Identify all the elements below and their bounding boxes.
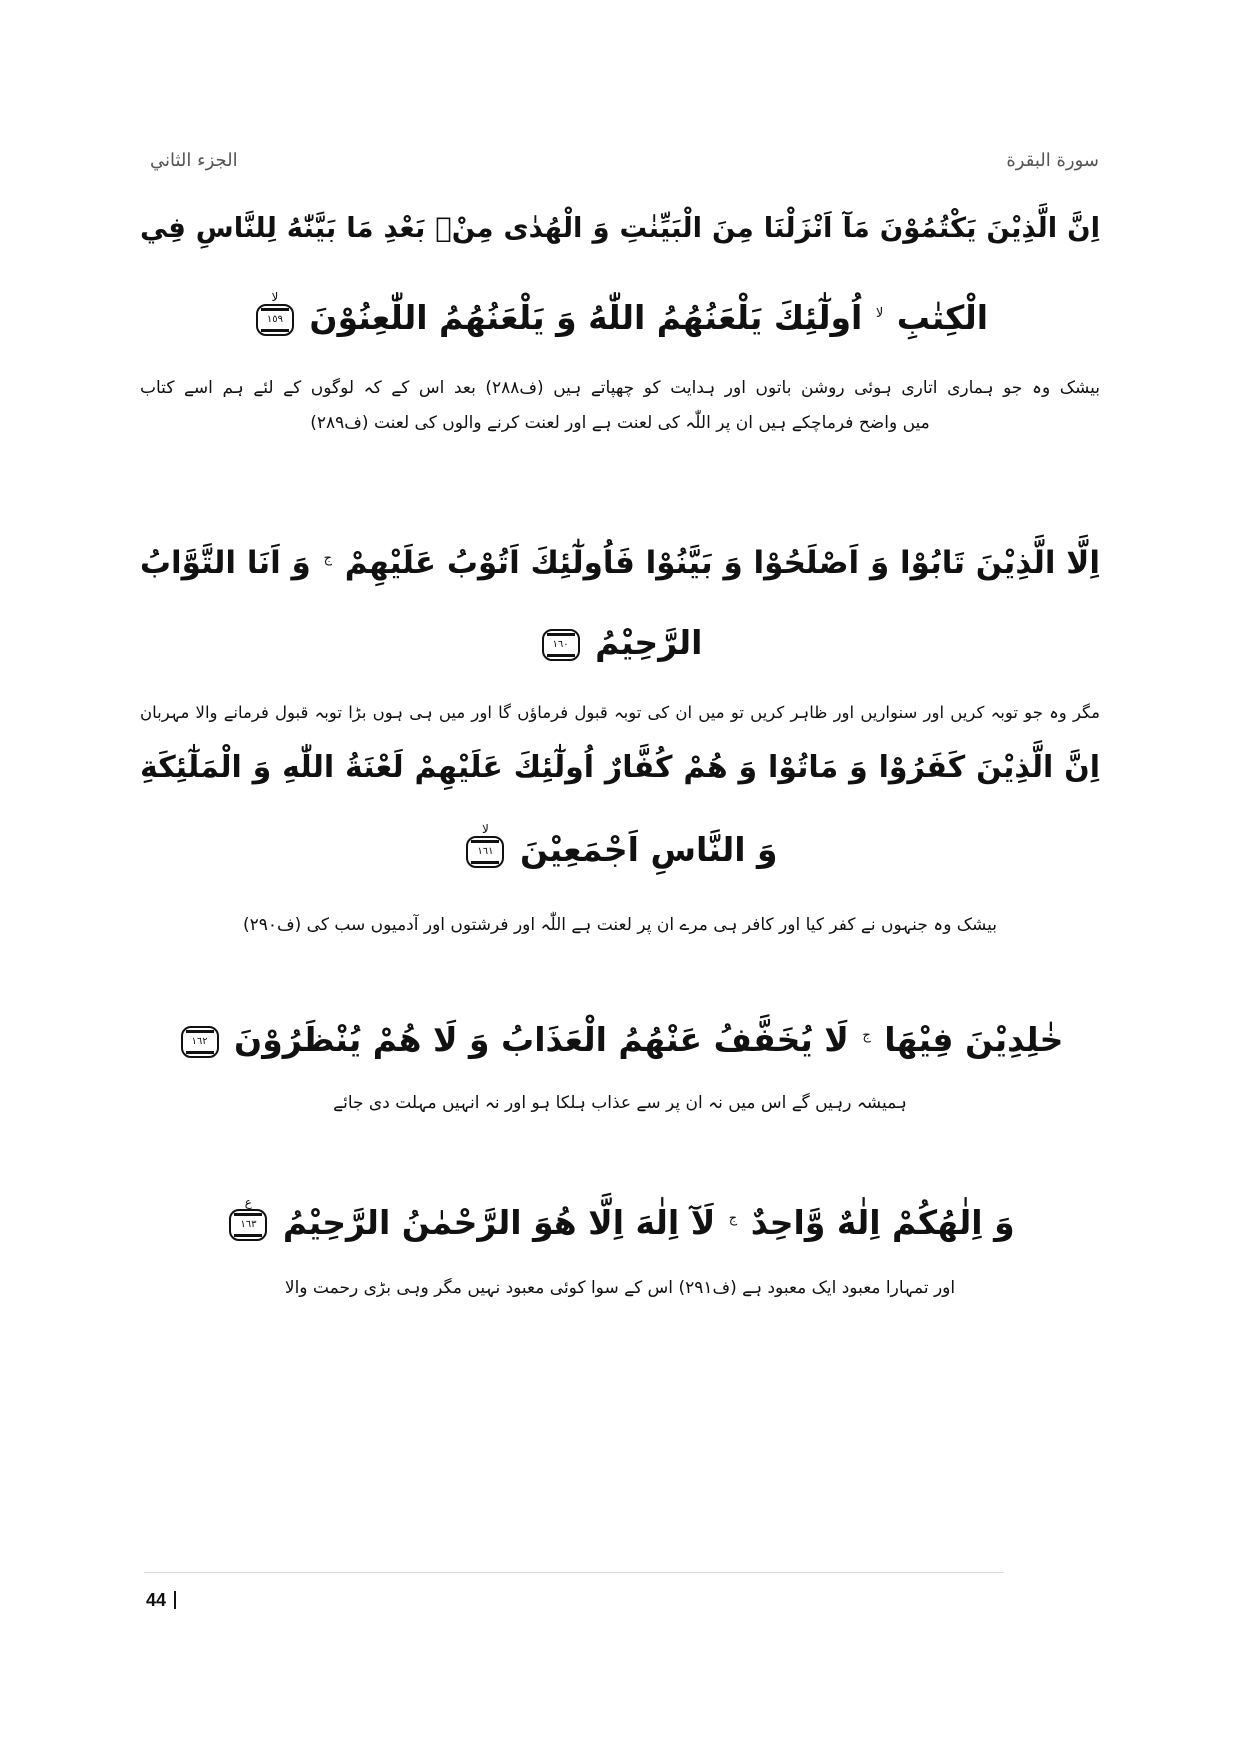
ayah-text: وَ اَنَا التَّوَّابُ — [139, 545, 311, 581]
translation-block-160 — [140, 703, 1100, 724]
ayah-number: ١٦٠ — [552, 638, 569, 650]
ayah-block-162 — [140, 1020, 1100, 1060]
ayah-block-160-cont — [140, 623, 1100, 663]
ayah-text: لَا يُخَفَّفُ عَنْهُمُ الْعَذَابُ وَ لَا هُمْ يُنْظَرُوْنَ — [234, 1020, 849, 1059]
translation-line: میں واضح فرماچکے ہیں ان پر اللّٰہ کی لعنت ہے اور لعنت کرنے والوں کی لعنت (ف۲۸۹) — [310, 413, 930, 434]
page-number — [146, 1590, 176, 1611]
ayah-block-161-cont — [140, 821, 1100, 870]
waqf-sign: ج — [728, 1211, 738, 1226]
ayah-text: اُولٰٓئِكَ يَلْعَنُهُمُ اللّٰهُ وَ يَلْعَنُهُمُ اللّٰعِنُوْنَ — [309, 298, 863, 337]
ayah-arabic-line — [140, 545, 1100, 582]
ayah-number: ١٦٢ — [191, 1035, 208, 1047]
ayah-text: خٰلِدِيْنَ فِيْهَا — [884, 1020, 1064, 1059]
ayah-arabic-line — [140, 1194, 1100, 1243]
ayah-arabic-line: اِنَّ الَّذِيْنَ كَفَرُوْا وَ مَاتُوْا وَ هُمْ كُفَّارٌ اُولٰٓئِكَ عَلَيْهِمْ لَعْنَةُ اللّٰهِ وَ الْمَلٰٓئِكَةِ — [140, 750, 1100, 785]
translation-line: بیشک وہ جنہوں نے کفر کیا اور کافر ہی مرے ان پر لعنت ہے اللّٰہ اور فرشتوں اور آدمیوں سب کی (ف۲۹۰) — [242, 915, 998, 935]
footer-divider — [144, 1572, 1004, 1573]
translation-line: بیشک وہ جو ہماری اتاری ہوئی روشن باتوں اور ہدایت کو چھپاتے ہیں (ف۲۸۸) بعد اس کے کہ لوگوں کے لئے ہم اسے کتاب — [140, 378, 1100, 398]
translation-line: ہمیشہ رہیں گے اس میں نہ ان پر سے عذاب ہلکا ہو اور نہ انہیں مہلت دی جائے — [333, 1093, 907, 1113]
ayah-text: اِلَّا الَّذِيْنَ تَابُوْا وَ اَصْلَحُوْا وَ بَيَّنُوْا فَاُولٰٓئِكَ اَتُوْبُ عَلَيْهِمْ — [344, 545, 1100, 581]
juz-header: الجزء الثاني — [150, 150, 238, 171]
ayah-number: ١٦١ — [477, 845, 494, 857]
ayah-arabic-line — [140, 1020, 1100, 1060]
ayah-text: الْكِتٰبِ — [896, 298, 989, 337]
ayah-number: ١٥٩ — [266, 313, 283, 325]
translation-line: مگر وہ جو توبہ کریں اور سنواریں اور ظاہر کریں تو میں ان کی توبہ قبول فرماؤں گا اور میں ہی ہوں بڑا توبہ قبول فرمانے والا مہربان — [140, 703, 1100, 722]
ayah-block-161 — [140, 750, 1100, 786]
ayah-arabic-line — [140, 821, 1100, 870]
ruku-sign: ع — [244, 1194, 252, 1209]
page-number-text: 44 — [146, 1590, 167, 1610]
translation-line: اور تمہارا معبود ایک معبود ہے (ف۲۹۱) اس کے سوا کوئی معبود نہیں مگر وہی بڑی رحمت والا — [284, 1278, 956, 1298]
waqf-sign: لا — [482, 821, 489, 836]
ayah-text: الرَّحِيْمُ — [595, 623, 703, 662]
waqf-sign: لا — [875, 306, 884, 321]
page-number-separator — [174, 1591, 176, 1609]
ayah-arabic-line: اِنَّ الَّذِيْنَ يَكْتُمُوْنَ مَآ اَنْزَلْنَا مِنَ الْبَيِّنٰتِ وَ الْهُدٰى مِنْۢ بَعْدِ مَا بَيَّنّٰهُ لِلنَّاسِ فِي — [140, 212, 1100, 244]
ayah-text: وَ اِلٰهُكُمْ اِلٰهٌ وَّاحِدٌ — [750, 1203, 1015, 1242]
ayah-arabic-line — [140, 289, 1100, 338]
ayah-block-159-cont — [140, 289, 1100, 338]
ayah-end-marker — [229, 1194, 267, 1241]
translation-block-163 — [140, 1278, 1100, 1299]
surah-header: سورة البقرة — [1006, 150, 1099, 171]
waqf-sign: ج — [323, 550, 332, 566]
ayah-text: لَآ اِلٰهَ اِلَّا هُوَ الرَّحْمٰنُ الرَّحِيْمُ — [282, 1203, 716, 1242]
ayah-text: وَ النَّاسِ اَجْمَعِيْنَ — [519, 830, 778, 869]
ayah-number: ١٦٣ — [240, 1218, 257, 1230]
ayah-block-160 — [140, 545, 1100, 582]
ayah-block-163 — [140, 1194, 1100, 1243]
ayah-end-marker — [256, 289, 294, 336]
ayah-end-marker — [542, 629, 580, 661]
translation-block-162 — [140, 1093, 1100, 1114]
ayah-end-marker — [466, 821, 504, 868]
ayah-block-159 — [140, 212, 1100, 245]
translation-block-161 — [140, 915, 1100, 936]
translation-block-159 — [140, 378, 1100, 435]
waqf-sign: ج — [862, 1028, 871, 1043]
waqf-sign: لا — [271, 289, 279, 304]
ayah-arabic-line — [140, 623, 1100, 663]
ayah-end-marker — [181, 1026, 219, 1058]
